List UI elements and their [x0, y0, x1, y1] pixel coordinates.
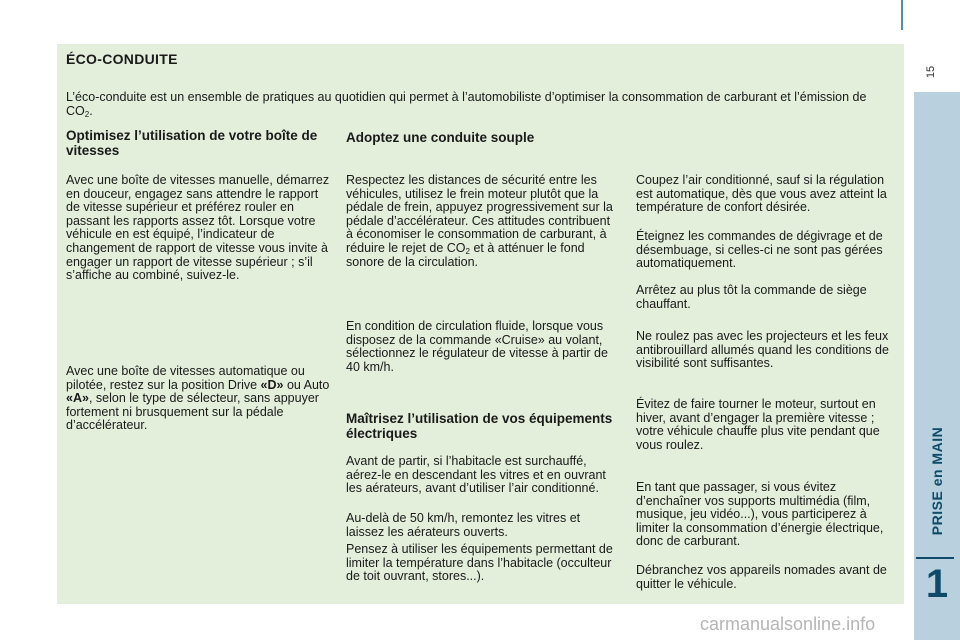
electric-paragraph-3: Pensez à utiliser les équipements permettant de limiter la température dans l’habitacle (occulteur de toit ouvrant, stores...).	[346, 542, 613, 584]
smooth-driving-paragraph-1: Respectez les distances de sécurité entre les véhicules, utilisez le frein moteur plutôt que la pédale de frein, appuyez progressivement sur la pédale d’accélérateur. Ces attitudes contribuent à économiser le consommation de carburant, à réduire le rejet de $CO_2$ et à atténuer le fond sonore de la circulation.	[346, 173, 613, 269]
section-label: PRISE en MAIN	[929, 426, 945, 536]
gearbox-manual-paragraph: Avec une boîte de vitesses manuelle, démarrez en douceur, engagez sans attendre le rapport de vitesse supérieur et préférez rouler en passant les rapports assez tôt. Lorsque votre véhicule en est équipé, l’indicateur de changement de rapport de vitesse vous invite à engager un rapport de vitesse supérieur ; s’il s’affiche au combiné, suivez-le.	[66, 173, 330, 283]
smooth-driving-paragraph-2: En condition de circulation fluide, lorsque vous disposez de la commande «Cruise» au volant, sélectionnez le régulateur de vitesse à partir de 40 km/h.	[346, 319, 608, 374]
chapter-number: 1	[925, 562, 949, 606]
col3-paragraph-6: En tant que passager, si vous évitez d’enchaîner vos supports multimédia (film, musique, jeu vidéo...), vous participerez à limiter la consommation d’énergie électrique, donc de carburant.	[636, 480, 884, 549]
col3-paragraph-1: Coupez l’air conditionné, sauf si la régulation est automatique, dès que vous avez atteint la température de confort désirée.	[636, 173, 887, 215]
gearbox-auto-paragraph: Avec une boîte de vitesses automatique ou pilotée, restez sur la position Drive «D» ou Auto «A», selon le type de sélecteur, sans appuyer fortement ni brusquement sur la pédale d’accélérateur.	[66, 364, 330, 433]
col3-paragraph-2: Éteignez les commandes de dégivrage et de désembuage, si celles-ci ne sont pas gérées automatiquement.	[636, 229, 883, 271]
electric-paragraph-1: Avant de partir, si l’habitacle est surchauffé, aérez-le en descendant les vitres et en ouvrant les aérateurs, avant d’utiliser l’air conditionné.	[346, 454, 606, 496]
page-number: 15	[925, 65, 937, 79]
page-title: ÉCO-CONDUITE	[66, 51, 178, 67]
col3-paragraph-7: Débranchez vos appareils nomades avant de quitter le véhicule.	[636, 563, 887, 591]
electric-heading: Maîtrisez l’utilisation de vos équipements électriques	[346, 411, 613, 441]
intro-paragraph: L’éco-conduite est un ensemble de pratiques au quotidien qui permet à l’automobiliste d’optimiser la consommation de carburant et l’émission de $CO_2$.	[66, 90, 867, 119]
col3-paragraph-5: Évitez de faire tourner le moteur, surtout en hiver, avant d’engager la première vitesse ; votre véhicule chauffe plus vite pendant que vous roulez.	[636, 397, 880, 452]
gearbox-heading: Optimisez l’utilisation de votre boîte de vitesses	[66, 128, 318, 158]
top-divider-line	[901, 0, 903, 30]
watermark: carmanualsonline.info	[700, 614, 876, 634]
col3-paragraph-3: Arrêtez au plus tôt la commande de siège chauffant.	[636, 283, 867, 311]
smooth-driving-heading: Adoptez une conduite souple	[346, 130, 535, 145]
sidebar-rule	[916, 557, 954, 559]
electric-paragraph-2: Au-delà de 50 km/h, remontez les vitres et laissez les aérateurs ouverts.	[346, 511, 581, 539]
col3-paragraph-4: Ne roulez pas avec les projecteurs et les feux antibrouillard allumés quand les conditions de visibilité sont suffisantes.	[636, 329, 889, 371]
